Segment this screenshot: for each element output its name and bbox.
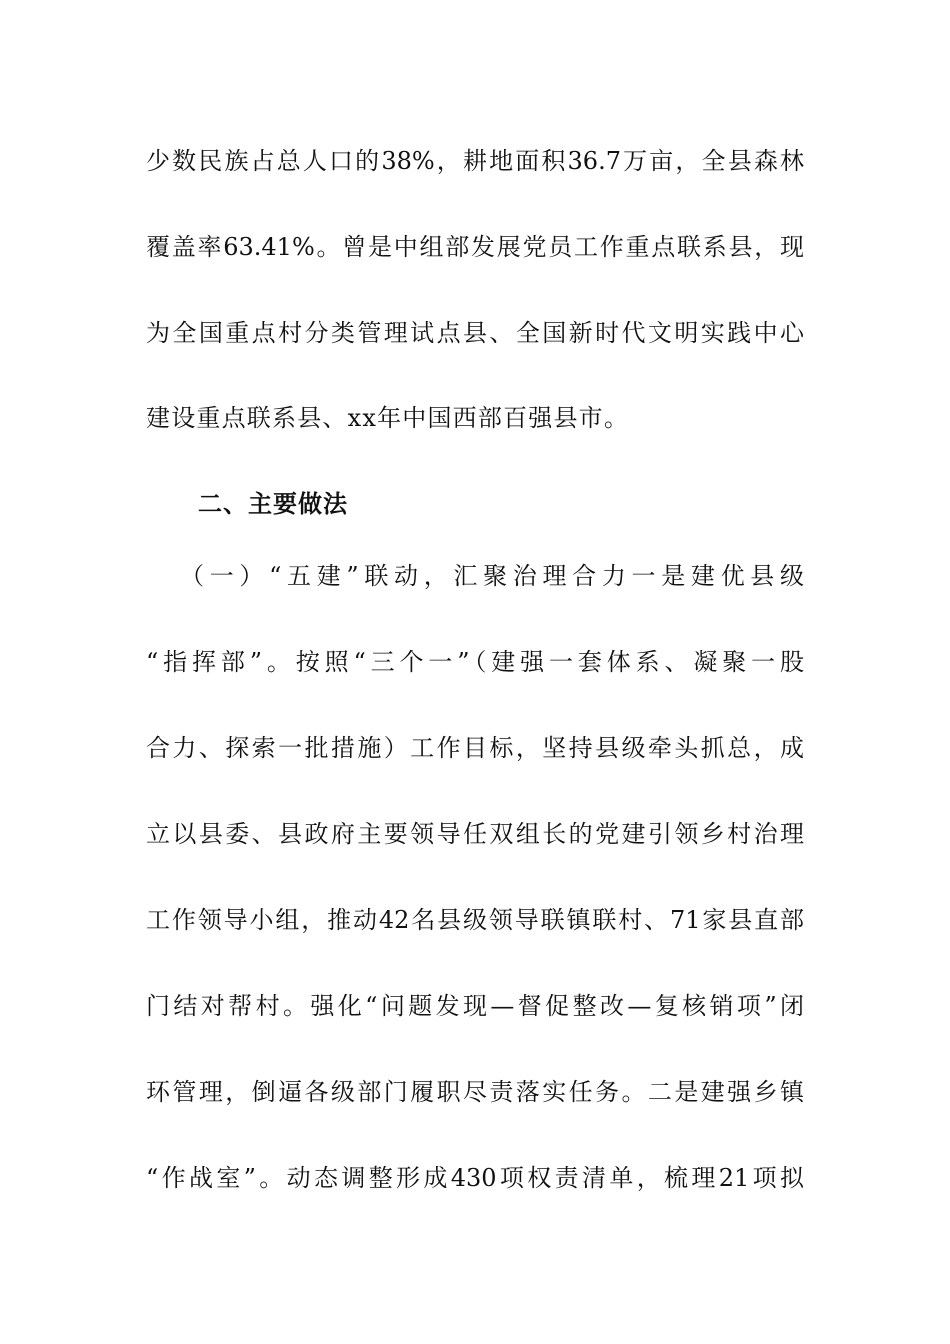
- paragraph-line: 合力、探索一批措施）工作目标，坚持县级牵头抓总，成: [146, 734, 804, 762]
- paragraph-line: “指挥部”。按照“三个一”（建强一套体系、凝聚一股: [146, 648, 804, 676]
- paragraph-line: 为全国重点村分类管理试点县、全国新时代文明实践中心: [146, 319, 804, 347]
- paragraph-line: 环管理，倒逼各级部门履职尽责落实任务。二是建强乡镇: [146, 1078, 804, 1106]
- paragraph-line: 立以县委、县政府主要领导任双组长的党建引领乡村治理: [146, 820, 804, 848]
- paragraph-line: 建设重点联系县、xx年中国西部百强县市。: [146, 404, 630, 432]
- paragraph-line: 工作领导小组，推动42名县级领导联镇联村、71家县直部: [146, 906, 804, 934]
- paragraph-line: （一）“五建”联动，汇聚治理合力一是建优县级: [180, 562, 804, 590]
- paragraph-line: 门结对帮村。强化“问题发现—督促整改—复核销项”闭: [146, 992, 804, 1020]
- paragraph-line: 少数民族占总人口的38%，耕地面积36.7万亩，全县森林: [146, 147, 804, 175]
- paragraph-line: “作战室”。动态调整形成430项权责清单，梳理21项拟: [146, 1164, 804, 1192]
- section-heading: 二、主要做法: [198, 490, 348, 518]
- paragraph-line: 覆盖率63.41%。曾是中组部发展党员工作重点联系县，现: [146, 233, 804, 261]
